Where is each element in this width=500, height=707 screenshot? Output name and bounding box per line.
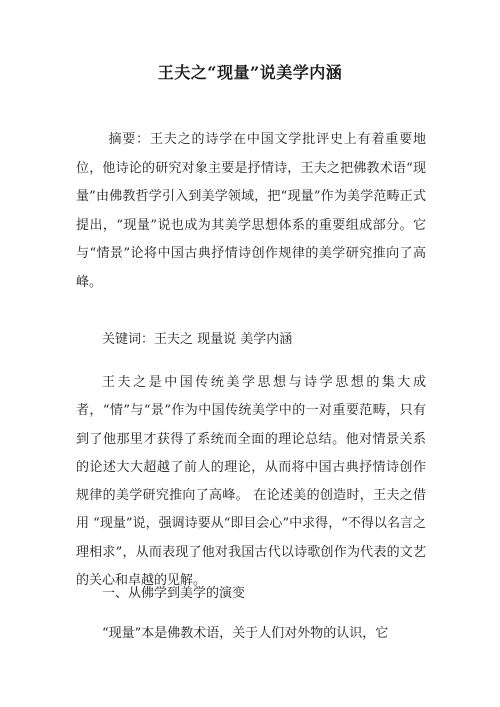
section-heading: 一、从佛学到美学的演变 bbox=[102, 586, 246, 601]
keywords-line: 关键词：王夫之 现量说 美学内涵 bbox=[102, 332, 293, 347]
body-paragraph-1: 王夫之是中国传统美学思想与诗学思想的集大成者，“情”与“景”作为中国传统美学中的一对重要范畴，只有到了他那里才获得了系统而全面的理论总结。他对情景关系的论述大大超越了前人的理论，从而将中国古典抒情诗创作规律的美学研究推向了高峰。 在论述美的创造时，王夫之借用 “现量”说，强调诗要从“即目会心”中求得，“不得以名言之理相求”，从而表现了他对我国古代以诗歌创作为代表的文艺的关心和卓越的见解。 bbox=[76, 375, 426, 589]
abstract-paragraph: 摘要：王夫之的诗学在中国文学批评史上有着重要地位，他诗论的研究对象主要是抒情诗，王夫之把佛教术语“现量”由佛教哲学引入到美学领域，把“现量”作为美学范畴正式提出，“现量”说也成为其美学思想体系的重要组成部分。它与“情景”论将中国古典抒情诗创作规律的美学研究推向了高峰。 bbox=[76, 132, 426, 290]
document-title: 王夫之“现量”说美学内涵 bbox=[157, 63, 343, 82]
body-paragraph-2: “现量”本是佛教术语，关于人们对外物的认识，它 bbox=[102, 626, 389, 641]
